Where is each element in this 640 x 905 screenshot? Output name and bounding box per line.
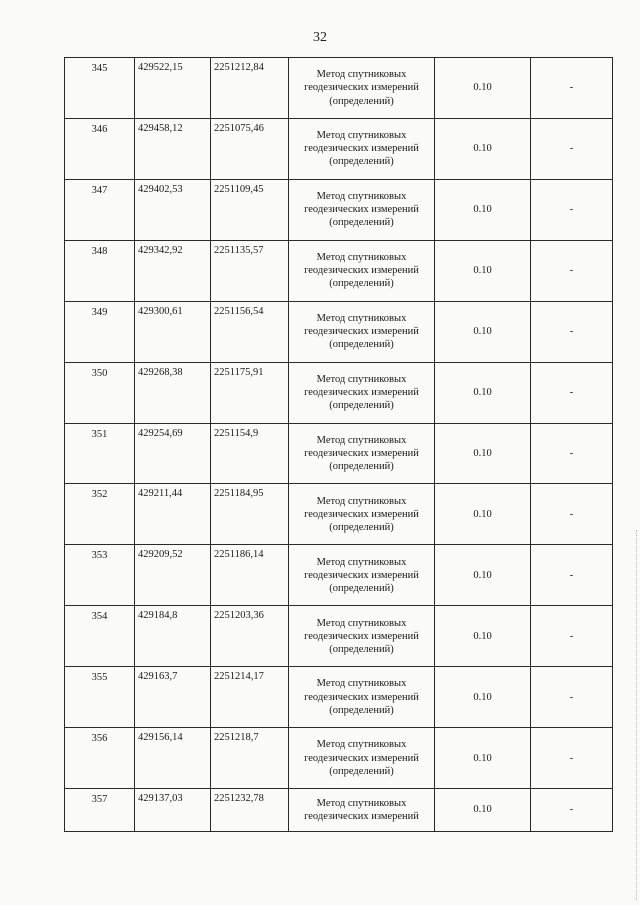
method-cell xyxy=(289,58,435,119)
method-cell xyxy=(289,545,435,606)
point-number: 350 xyxy=(65,362,135,423)
method-line: (определений) xyxy=(329,461,394,473)
table-row xyxy=(65,423,613,484)
accuracy-value: 0.10 xyxy=(435,423,531,484)
method-line: Метод спутниковых xyxy=(316,373,407,385)
method-line: Метод спутниковых xyxy=(316,130,407,142)
table-row xyxy=(65,789,613,832)
method-line: Метод спутниковых xyxy=(316,678,407,690)
table-row xyxy=(65,362,613,423)
coord-x: 429184,8 xyxy=(135,606,211,667)
method-line: геодезических измерений xyxy=(304,204,419,216)
method-line: геодезических измерений xyxy=(304,265,419,277)
method-line: (определений) xyxy=(329,278,394,290)
accuracy-value: 0.10 xyxy=(435,728,531,789)
dash-cell: - xyxy=(531,728,613,789)
coordinates-table xyxy=(64,57,613,832)
method-cell xyxy=(289,240,435,301)
method-line: (определений) xyxy=(329,704,394,716)
dash-cell: - xyxy=(531,118,613,179)
dash-cell: - xyxy=(531,545,613,606)
dash-cell: - xyxy=(531,423,613,484)
accuracy-value: 0.10 xyxy=(435,362,531,423)
method-line: Метод спутниковых xyxy=(316,252,407,264)
accuracy-value: 0.10 xyxy=(435,179,531,240)
point-number: 346 xyxy=(65,118,135,179)
method-line: геодезических измерений xyxy=(304,691,419,703)
method-line: Метод спутниковых xyxy=(316,495,407,507)
coord-y: 2251075,46 xyxy=(211,118,289,179)
method-line: Метод спутниковых xyxy=(316,617,407,629)
dash-cell: - xyxy=(531,789,613,832)
method-cell xyxy=(289,118,435,179)
dash-cell: - xyxy=(531,362,613,423)
coord-x: 429163,7 xyxy=(135,667,211,728)
method-line: геодезических измерений xyxy=(304,508,419,520)
method-cell xyxy=(289,301,435,362)
point-number: 353 xyxy=(65,545,135,606)
dash-cell: - xyxy=(531,179,613,240)
coord-y: 2251212,84 xyxy=(211,58,289,119)
dash-cell: - xyxy=(531,240,613,301)
accuracy-value: 0.10 xyxy=(435,606,531,667)
coord-y: 2251109,45 xyxy=(211,179,289,240)
coord-x: 429522,15 xyxy=(135,58,211,119)
method-line: геодезических измерений xyxy=(304,447,419,459)
method-line: (определений) xyxy=(329,156,394,168)
dash-cell: - xyxy=(531,58,613,119)
point-number: 354 xyxy=(65,606,135,667)
table-row xyxy=(65,606,613,667)
table-row xyxy=(65,240,613,301)
method-cell xyxy=(289,789,435,832)
accuracy-value: 0.10 xyxy=(435,789,531,832)
method-line: геодезических измерений xyxy=(304,143,419,155)
coord-y: 2251186,14 xyxy=(211,545,289,606)
coord-x: 429458,12 xyxy=(135,118,211,179)
coord-x: 429342,92 xyxy=(135,240,211,301)
coord-x: 429254,69 xyxy=(135,423,211,484)
dash-cell: - xyxy=(531,484,613,545)
method-line: геодезических измерений xyxy=(304,752,419,764)
method-line: Метод спутниковых xyxy=(316,312,407,324)
point-number: 347 xyxy=(65,179,135,240)
coord-x: 429268,38 xyxy=(135,362,211,423)
coord-x: 429402,53 xyxy=(135,179,211,240)
accuracy-value: 0.10 xyxy=(435,545,531,606)
point-number: 352 xyxy=(65,484,135,545)
page-number: 32 xyxy=(313,30,327,45)
point-number: 357 xyxy=(65,789,135,832)
coord-x: 429300,61 xyxy=(135,301,211,362)
dash-cell: - xyxy=(531,301,613,362)
method-cell xyxy=(289,728,435,789)
coord-x: 429156,14 xyxy=(135,728,211,789)
method-cell xyxy=(289,484,435,545)
table-row xyxy=(65,545,613,606)
point-number: 351 xyxy=(65,423,135,484)
coord-y: 2251203,36 xyxy=(211,606,289,667)
coord-y: 2251135,57 xyxy=(211,240,289,301)
accuracy-value: 0.10 xyxy=(435,484,531,545)
method-line: (определений) xyxy=(329,582,394,594)
method-line: геодезических измерений xyxy=(304,569,419,581)
method-cell xyxy=(289,179,435,240)
table-row xyxy=(65,484,613,545)
coord-x: 429137,03 xyxy=(135,789,211,832)
coord-y: 2251214,17 xyxy=(211,667,289,728)
accuracy-value: 0.10 xyxy=(435,301,531,362)
method-line: (определений) xyxy=(329,217,394,229)
method-line: (определений) xyxy=(329,95,394,107)
point-number: 345 xyxy=(65,58,135,119)
table-row xyxy=(65,58,613,119)
method-cell xyxy=(289,606,435,667)
method-line: (определений) xyxy=(329,521,394,533)
point-number: 355 xyxy=(65,667,135,728)
method-line: (определений) xyxy=(329,400,394,412)
method-line: (определений) xyxy=(329,339,394,351)
method-line: (определений) xyxy=(329,643,394,655)
table-row xyxy=(65,728,613,789)
method-line: (определений) xyxy=(329,765,394,777)
method-line: геодезических измерений xyxy=(304,630,419,642)
point-number: 356 xyxy=(65,728,135,789)
method-line: Метод спутниковых xyxy=(316,739,407,751)
dash-cell: - xyxy=(531,667,613,728)
dash-cell: - xyxy=(531,606,613,667)
coord-y: 2251175,91 xyxy=(211,362,289,423)
accuracy-value: 0.10 xyxy=(435,667,531,728)
accuracy-value: 0.10 xyxy=(435,58,531,119)
coord-x: 429209,52 xyxy=(135,545,211,606)
method-line: геодезических измерений xyxy=(304,326,419,338)
point-number: 348 xyxy=(65,240,135,301)
scan-edge-mark xyxy=(634,530,637,900)
accuracy-value: 0.10 xyxy=(435,118,531,179)
table-row xyxy=(65,179,613,240)
coord-y: 2251218,7 xyxy=(211,728,289,789)
method-cell xyxy=(289,667,435,728)
method-line: Метод спутниковых xyxy=(316,69,407,81)
coord-y: 2251184,95 xyxy=(211,484,289,545)
method-line: Метод спутниковых xyxy=(316,434,407,446)
table-row xyxy=(65,118,613,179)
method-line: геодезических измерений xyxy=(304,387,419,398)
coord-x: 429211,44 xyxy=(135,484,211,545)
method-line: Метод спутниковых xyxy=(316,191,407,203)
coord-y: 2251156,54 xyxy=(211,301,289,362)
method-line: Метод спутниковых xyxy=(316,797,407,809)
method-line: геодезических измерений xyxy=(304,811,419,823)
coord-y: 2251232,78 xyxy=(211,789,289,832)
method-line: Метод спутниковых xyxy=(316,556,407,568)
point-number: 349 xyxy=(65,301,135,362)
accuracy-value: 0.10 xyxy=(435,240,531,301)
method-line: геодезических измерений xyxy=(304,82,419,94)
table-row xyxy=(65,667,613,728)
method-cell xyxy=(289,423,435,484)
table-row xyxy=(65,301,613,362)
coord-y: 2251154,9 xyxy=(211,423,289,484)
method-cell xyxy=(289,362,435,423)
